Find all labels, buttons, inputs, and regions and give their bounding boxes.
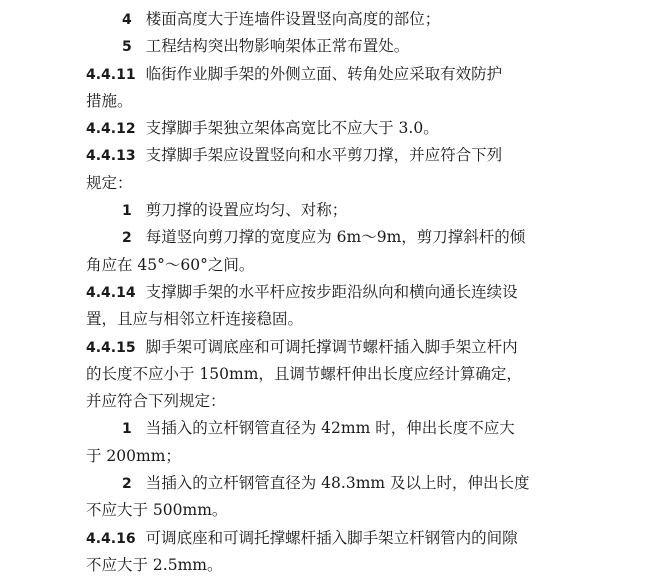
clause-number: 4.4.16 — [86, 530, 136, 547]
line-text: 规定： — [86, 173, 133, 192]
line-text: 的长度不应小于 150mm，且调节螺杆伸出长度应经计算确定， — [86, 364, 522, 383]
line-text: 并应符合下列规定： — [86, 392, 226, 411]
clause-line — [86, 115, 622, 142]
clause-line — [86, 279, 622, 306]
continuation-line — [86, 252, 622, 279]
continuation-line — [86, 361, 622, 388]
clause-line — [86, 334, 622, 361]
item-number: 1 — [122, 421, 132, 438]
list-item — [86, 470, 622, 497]
line-text: 脚手架可调底座和可调托撑调节螺杆插入脚手架立杆内 — [145, 337, 518, 356]
line-text: 楼面高度大于连墙件设置竖向高度的部位； — [145, 10, 441, 28]
line-text: 措施。 — [86, 91, 133, 110]
clause-line — [86, 525, 622, 552]
item-number: 2 — [122, 476, 132, 493]
line-text: 剪刀撑的设置应均匀、对称； — [145, 201, 348, 220]
line-text: 临街作业脚手架的外侧立面、转角处应采取有效防护 — [145, 64, 503, 83]
item-number: 4 — [122, 12, 132, 28]
line-text: 角应在 45°～60°之间。 — [86, 255, 255, 274]
continuation-line — [86, 443, 622, 470]
line-text: 支撑脚手架应设置竖向和水平剪刀撑，并应符合下列 — [145, 146, 503, 165]
line-text: 当插入的立杆钢管直径为 42mm 时，伸出长度不应大 — [145, 419, 515, 438]
continuation-line — [86, 88, 622, 115]
list-item — [86, 415, 622, 442]
continuation-line — [86, 497, 622, 524]
list-item — [86, 197, 622, 224]
line-text: 于 200mm； — [86, 446, 181, 465]
item-number: 5 — [122, 39, 132, 56]
line-text: 支撑脚手架独立架体高宽比不应大于 3.0。 — [145, 119, 439, 138]
continuation-line — [86, 388, 622, 415]
clause-number: 4.4.12 — [86, 121, 136, 138]
line-text: 不应大于 500mm。 — [86, 501, 228, 520]
item-number: 1 — [122, 203, 132, 220]
continuation-line — [86, 170, 622, 197]
continuation-line — [86, 306, 622, 333]
continuation-line — [86, 552, 622, 579]
list-item — [86, 33, 622, 60]
line-text: 置，且应与相邻立杆连接稳固。 — [86, 310, 304, 329]
clause-number: 4.4.11 — [86, 66, 136, 83]
line-text: 支撑脚手架的水平杆应按步距沿纵向和横向通长连续设 — [145, 282, 518, 301]
clause-line — [86, 61, 622, 88]
line-text: 工程结构突出物影响架体正常布置处。 — [145, 37, 410, 56]
clause-number: 4.4.14 — [86, 284, 136, 301]
list-item — [86, 224, 622, 251]
line-text: 可调底座和可调托撑螺杆插入脚手架立杆钢管内的间隙 — [145, 528, 518, 547]
line-text: 不应大于 2.5mm。 — [86, 555, 223, 574]
item-number: 2 — [122, 230, 132, 247]
clause-number: 4.4.13 — [86, 148, 136, 165]
line-text: 每道竖向剪刀撑的宽度应为 6m～9m，剪刀撑斜杆的倾 — [145, 228, 526, 247]
line-text: 当插入的立杆钢管直径为 48.3mm 及以上时，伸出长度 — [145, 474, 530, 493]
clause-line — [86, 142, 622, 169]
list-item — [86, 6, 622, 33]
clause-number: 4.4.15 — [86, 339, 136, 356]
